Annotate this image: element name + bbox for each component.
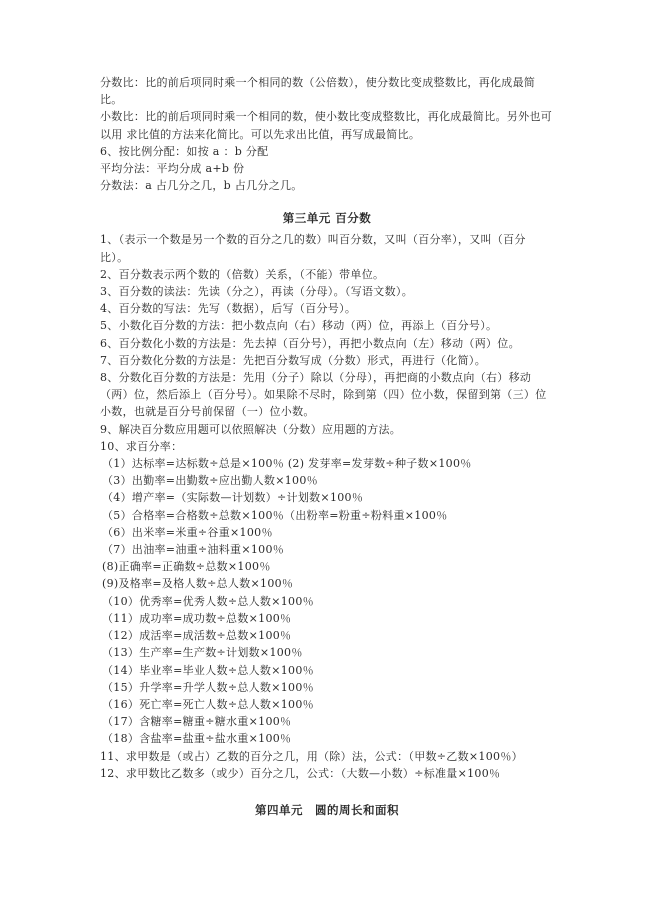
- unit3-heading: 第三单元 百分数: [282, 211, 372, 226]
- rate-formula: （17）含糖率=糖重÷糖水重×100％: [102, 715, 292, 729]
- unit3-item-12: 12、求甲数比乙数多（或少）百分之几，公式：（大数—小数）÷标准量×100％: [100, 766, 501, 780]
- proportional-distribution-text: 6、按比例分配：如按 a ：b 分配: [100, 144, 269, 158]
- unit3-item-6: 6、百分数化小数的方法是：先去掉（百分号），再把小数点向（左）移动（两）位。: [100, 336, 520, 350]
- unit3-item-2: 2、百分数表示两个数的（倍数）关系，（不能）带单位。: [100, 267, 385, 281]
- fraction-ratio-text: 分数比：比的前后项同时乘一个相同的数（公倍数），使分数比变成整数比，再化成最简比。: [100, 76, 536, 107]
- rate-formula: （13）生产率=生产数÷计划数×100％: [102, 646, 303, 660]
- rate-formula: (8)正确率=正确数÷总数×100％: [102, 560, 271, 574]
- rate-formula: （7）出油率=油重÷油料重×100％: [102, 543, 285, 557]
- rate-formula: (9)及格率=及格人数÷总人数×100％: [102, 577, 294, 591]
- rate-formula: （16）死亡率=死亡人数÷总人数×100％: [102, 697, 314, 711]
- unit3-item-9: 9、解决百分数应用题可以依照解决（分数）应用题的方法。: [100, 422, 402, 436]
- rate-formula: （5）合格率=合格数÷总数×100％（出粉率=粉重÷粉料重×100％: [102, 508, 448, 522]
- rate-formula: （12）成活率=成活数÷总数×100％: [102, 629, 292, 643]
- average-method-text: 平均分法：平均分成 a+b 份: [100, 162, 245, 176]
- rate-formula: （1）达标率=达标数÷总是×100％ (2) 发芽率=发芽数÷种子数×100％: [102, 457, 472, 471]
- rate-formula: （11）成功率=成功数÷总数×100％: [102, 611, 292, 625]
- rate-formula: （10）优秀率=优秀人数÷总人数×100％: [102, 594, 314, 608]
- unit3-item-11: 11、求甲数是（或占）乙数的百分之几，用（除）法，公式：（甲数÷乙数×100％）: [100, 749, 523, 763]
- fraction-method-text: 分数法：a 占几分之几，b 占几分之几。: [100, 179, 303, 193]
- rate-formula: （6）出米率=米重÷谷重×100％: [102, 525, 273, 539]
- rate-formula: （3）出勤率=出勤数÷应出勤人数×100％: [102, 474, 318, 488]
- decimal-ratio-text: 小数比：比的前后项同时乘一个相同的数，使小数比变成整数比，再化成最简比。另外也可以用 求比值的方法来化简比。可以先求出比值，再写成最简比。: [100, 110, 552, 141]
- rate-formula: （4）增产率=（实际数—计划数）÷计划数×100％: [102, 491, 364, 505]
- unit3-item-4: 4、百分数的写法：先写（数据），后写（百分号）。: [100, 302, 357, 316]
- rate-formula: （14）毕业率=毕业人数÷总人数×100％: [102, 663, 314, 677]
- unit3-item-7: 7、百分数化分数的方法是：先把百分数写成（分数）形式，再进行（化简）。: [100, 353, 486, 367]
- unit3-item-3: 3、百分数的读法：先读（分之），再读（分母）。（写语文数）。: [100, 285, 413, 299]
- rate-formula: （15）升学率=升学人数÷总人数×100％: [102, 680, 314, 694]
- unit3-item-5: 5、小数化百分数的方法：把小数点向（右）移动（两）位，再添上（百分号）。: [100, 319, 498, 333]
- rate-formula: （18）含盐率=盐重÷盐水重×100％: [102, 732, 292, 746]
- unit3-item-1: 1、（表示一个数是另一个数的百分之几的数）叫百分数，又叫（百分率），又叫（百分比）。: [100, 233, 526, 264]
- unit3-item-10: 10、求百分率：: [100, 439, 183, 453]
- unit3-item-8: 8、分数化百分数的方法是：先用（分子）除以（分母），再把商的小数点向（右）移动（两）位，然后添上（百分号）。如果除不尽时，除到第（四）位小数，保留到第（三）位小数，也就是百分号前保留（一）位小数。: [100, 371, 547, 419]
- unit4-heading: 第四单元 圆的周长和面积: [255, 802, 399, 817]
